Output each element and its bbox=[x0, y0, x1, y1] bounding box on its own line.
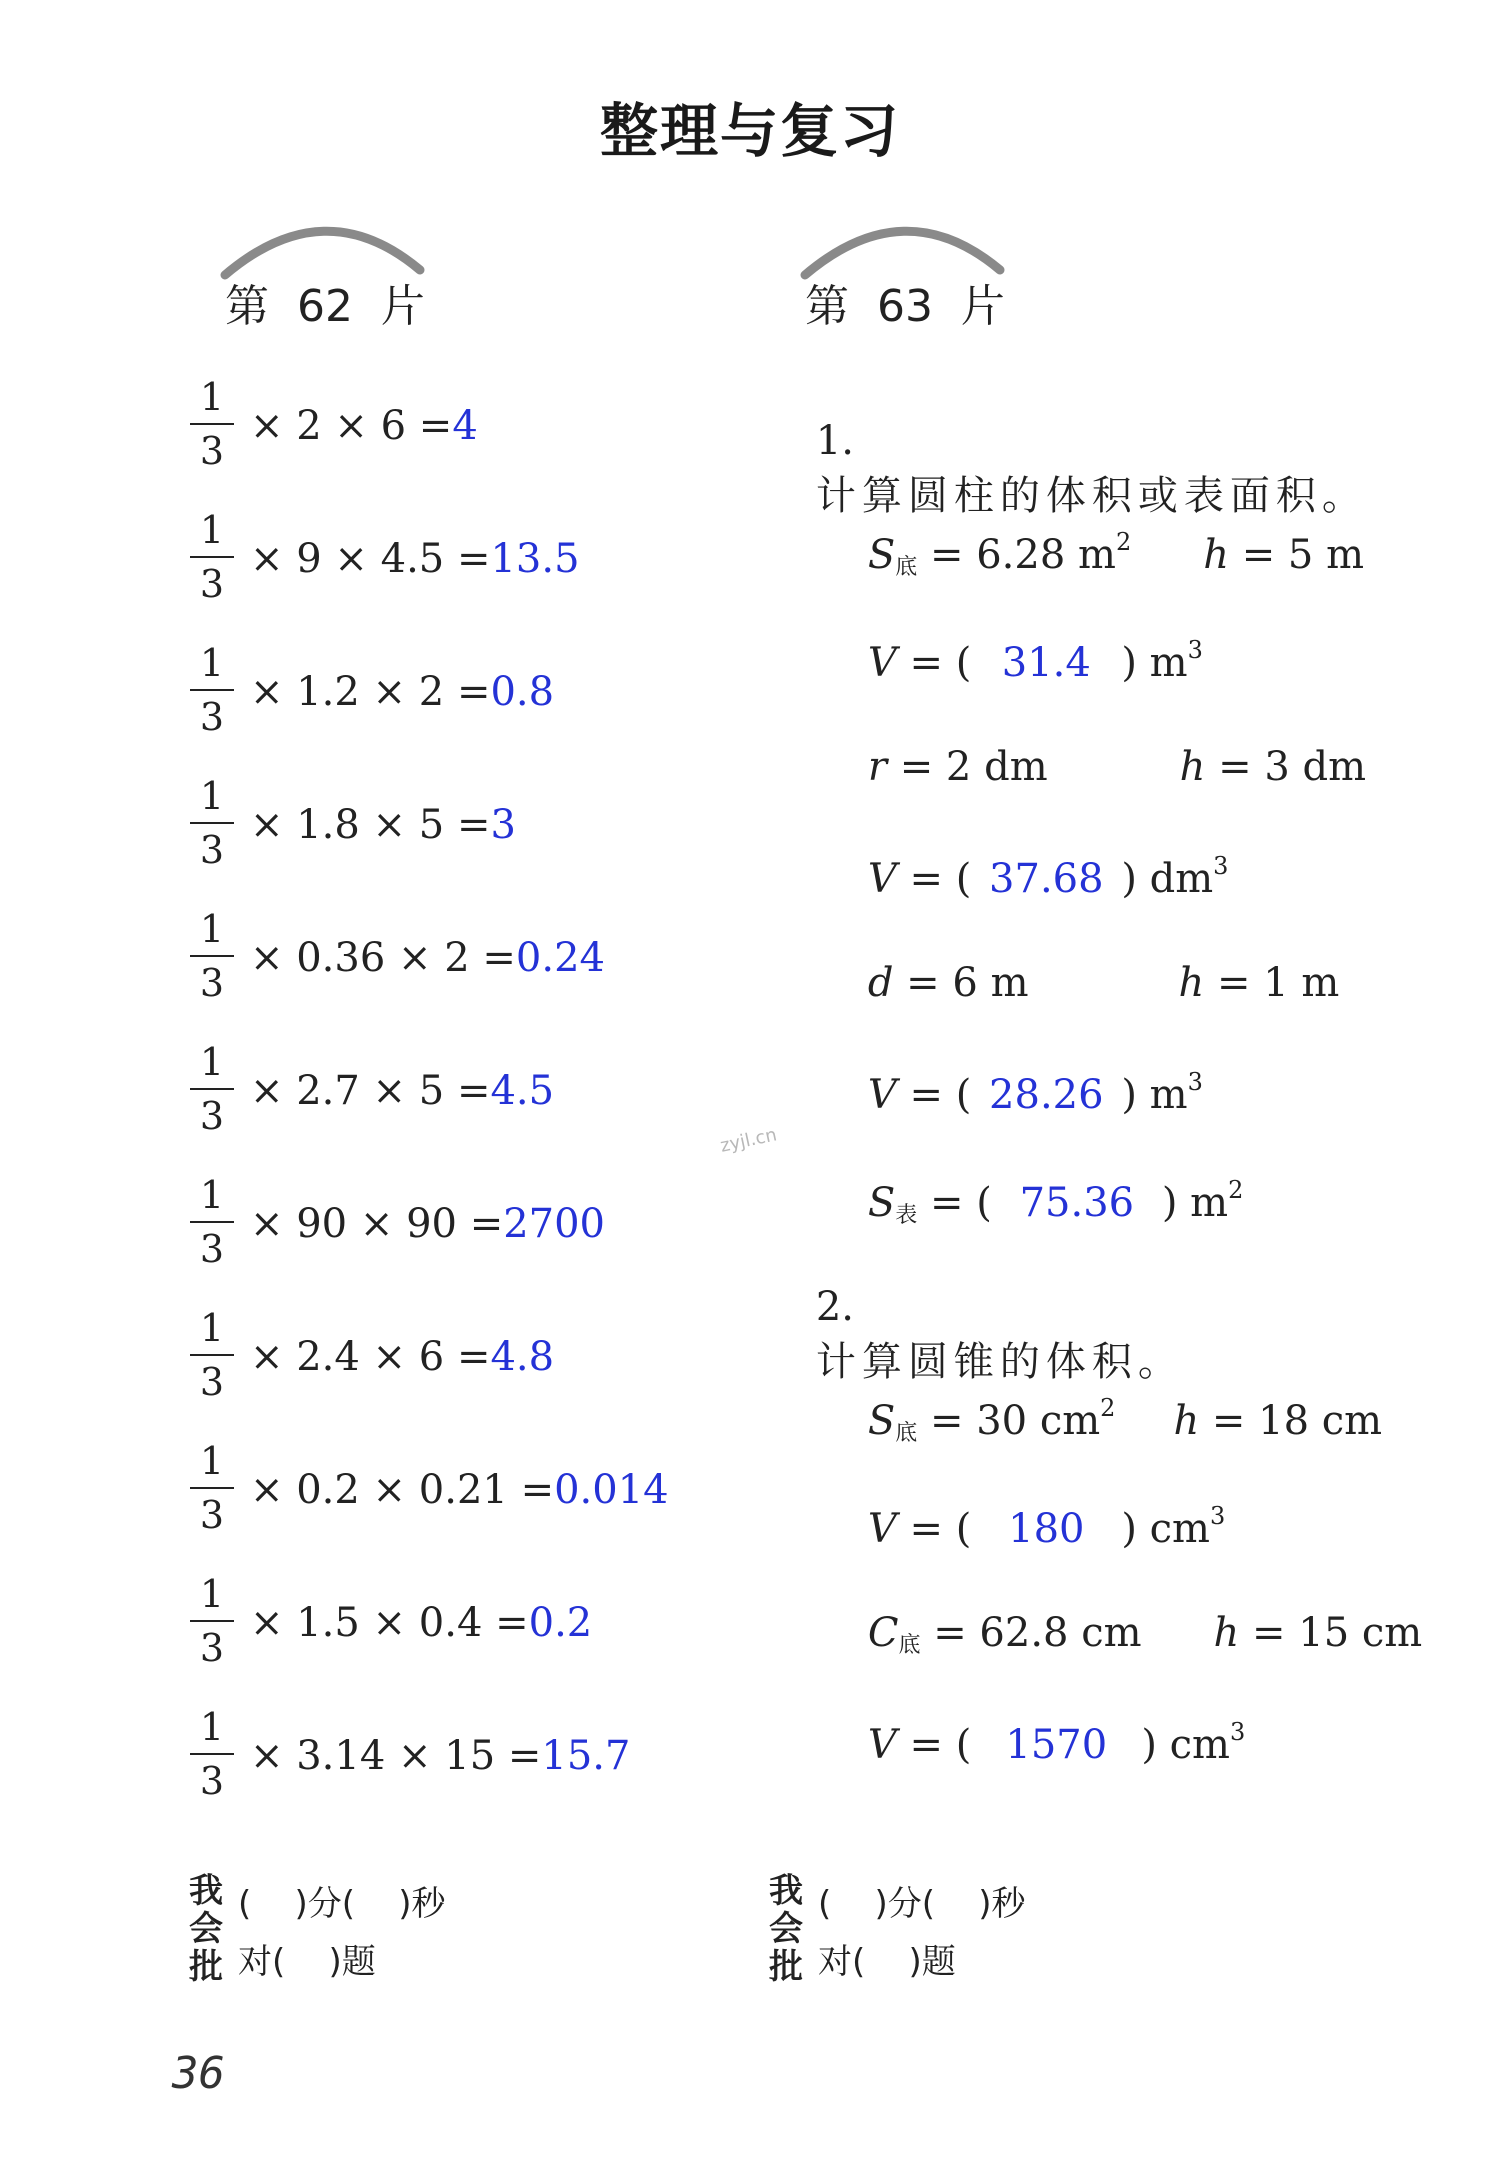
expression: × 3.14 × 15 =15.7 bbox=[250, 1733, 631, 1779]
given-line: d = 6 m h = 1 m bbox=[867, 960, 1340, 1006]
score-box-left bbox=[186, 1872, 686, 2002]
section-header-62 bbox=[215, 200, 455, 330]
expression: × 90 × 90 =2700 bbox=[250, 1201, 605, 1247]
expression: × 2.7 × 5 =4.5 bbox=[250, 1068, 555, 1114]
section-label: 第 62 片 bbox=[225, 281, 425, 332]
expression: × 9 × 4.5 =13.5 bbox=[250, 536, 580, 582]
equation-row bbox=[190, 907, 730, 1040]
given-line: $S_底 = 6.28$ $m^2$ h = 5 m bbox=[867, 528, 1365, 580]
expression: × 0.2 × 0.21 =0.014 bbox=[250, 1467, 669, 1513]
expression: × 2 × 6 =4 bbox=[250, 403, 478, 449]
expression: × 2.4 × 6 =4.8 bbox=[250, 1334, 555, 1380]
fraction: 1 3 bbox=[190, 1306, 234, 1404]
page-title: 整理与复习 bbox=[599, 97, 900, 165]
answer-value: 0.2 bbox=[528, 1600, 593, 1646]
answer-value: 4.5 bbox=[490, 1068, 555, 1114]
given-line: r = 2 dm h = 3 dm bbox=[867, 744, 1367, 790]
answer-value: 37.68 bbox=[989, 856, 1104, 902]
section-label: 第 63 片 bbox=[805, 281, 1005, 332]
answer-value: 15.7 bbox=[541, 1733, 631, 1779]
fraction: 1 3 bbox=[190, 641, 234, 739]
answer-value: 4 bbox=[452, 403, 478, 449]
fraction: 1 3 bbox=[190, 375, 234, 473]
equation-row bbox=[190, 1306, 730, 1439]
score-tag: 我 会 批 bbox=[769, 1871, 803, 1987]
score-box-right bbox=[766, 1872, 1266, 2002]
result-line: $S_表$ = ( 75.36 ) $m^2$ bbox=[867, 1176, 1244, 1228]
result-line: V = ( 180 ) $cm^3$ bbox=[867, 1502, 1226, 1552]
equation-row bbox=[190, 1572, 730, 1705]
answer-value: 0.8 bbox=[490, 669, 555, 715]
answer-value: 28.26 bbox=[989, 1072, 1104, 1118]
answer-value: 4.8 bbox=[490, 1334, 555, 1380]
arc-decoration-icon bbox=[215, 200, 435, 280]
fraction: 1 3 bbox=[190, 1173, 234, 1271]
time-field: ( )分( )秒 bbox=[818, 1884, 1026, 1924]
fraction: 1 3 bbox=[190, 1040, 234, 1138]
equation-row bbox=[190, 508, 730, 641]
question-text: 计算圆柱的体积或表面积。 bbox=[815, 473, 1368, 519]
fraction: 1 3 bbox=[190, 1705, 234, 1803]
correct-count-field: 对( )题 bbox=[818, 1942, 956, 1982]
time-field: ( )分( )秒 bbox=[238, 1884, 446, 1924]
equation-row bbox=[190, 1705, 730, 1838]
arc-decoration-icon bbox=[795, 200, 1015, 280]
answer-value: 2700 bbox=[503, 1201, 605, 1247]
result-line: V = ( 37.68 ) $dm^3$ bbox=[867, 852, 1229, 902]
equation-row bbox=[190, 1173, 730, 1306]
answer-value: 0.24 bbox=[515, 935, 605, 981]
equation-row bbox=[190, 1439, 730, 1572]
equation-list bbox=[190, 375, 730, 1838]
fraction: 1 3 bbox=[190, 508, 234, 606]
question-number: 1. bbox=[815, 418, 855, 464]
equation-row bbox=[190, 774, 730, 907]
fraction: 1 3 bbox=[190, 1572, 234, 1670]
expression: × 1.2 × 2 =0.8 bbox=[250, 669, 555, 715]
expression: × 0.36 × 2 =0.24 bbox=[250, 935, 605, 981]
answer-value: 13.5 bbox=[490, 536, 580, 582]
given-line: $C_底 = 62.8$ cm h = 15 cm bbox=[867, 1610, 1423, 1658]
fraction: 1 3 bbox=[190, 774, 234, 872]
answer-value: 1570 bbox=[1005, 1722, 1108, 1768]
correct-count-field: 对( )题 bbox=[238, 1942, 376, 1982]
result-line: V = ( 1570 ) $cm^3$ bbox=[867, 1718, 1246, 1768]
answer-value: 180 bbox=[1008, 1506, 1085, 1552]
answer-value: 0.014 bbox=[554, 1467, 669, 1513]
result-line: V = ( 31.4 ) $m^3$ bbox=[867, 636, 1203, 686]
fraction: 1 3 bbox=[190, 907, 234, 1005]
answer-value: 75.36 bbox=[1019, 1180, 1135, 1226]
result-line: V = ( 28.26 ) $m^3$ bbox=[867, 1068, 1203, 1118]
score-tag: 我 会 批 bbox=[189, 1871, 223, 1987]
expression: × 1.5 × 0.4 =0.2 bbox=[250, 1600, 593, 1646]
section-header-63 bbox=[795, 200, 1035, 330]
equation-row bbox=[190, 641, 730, 774]
answer-value: 3 bbox=[490, 802, 516, 848]
watermark: zyjl.cn bbox=[718, 1124, 779, 1157]
expression: × 1.8 × 5 =3 bbox=[250, 802, 516, 848]
fraction: 1 3 bbox=[190, 1439, 234, 1537]
question-text: 计算圆锥的体积。 bbox=[815, 1339, 1184, 1385]
equation-row bbox=[190, 375, 730, 508]
equation-row bbox=[190, 1040, 730, 1173]
page-number: 36 bbox=[172, 2048, 225, 2099]
answer-value: 31.4 bbox=[1001, 640, 1091, 686]
question-number: 2. bbox=[815, 1284, 855, 1330]
given-line: $S_底 = 30$ $cm^2$ h = 18 cm bbox=[867, 1394, 1383, 1446]
